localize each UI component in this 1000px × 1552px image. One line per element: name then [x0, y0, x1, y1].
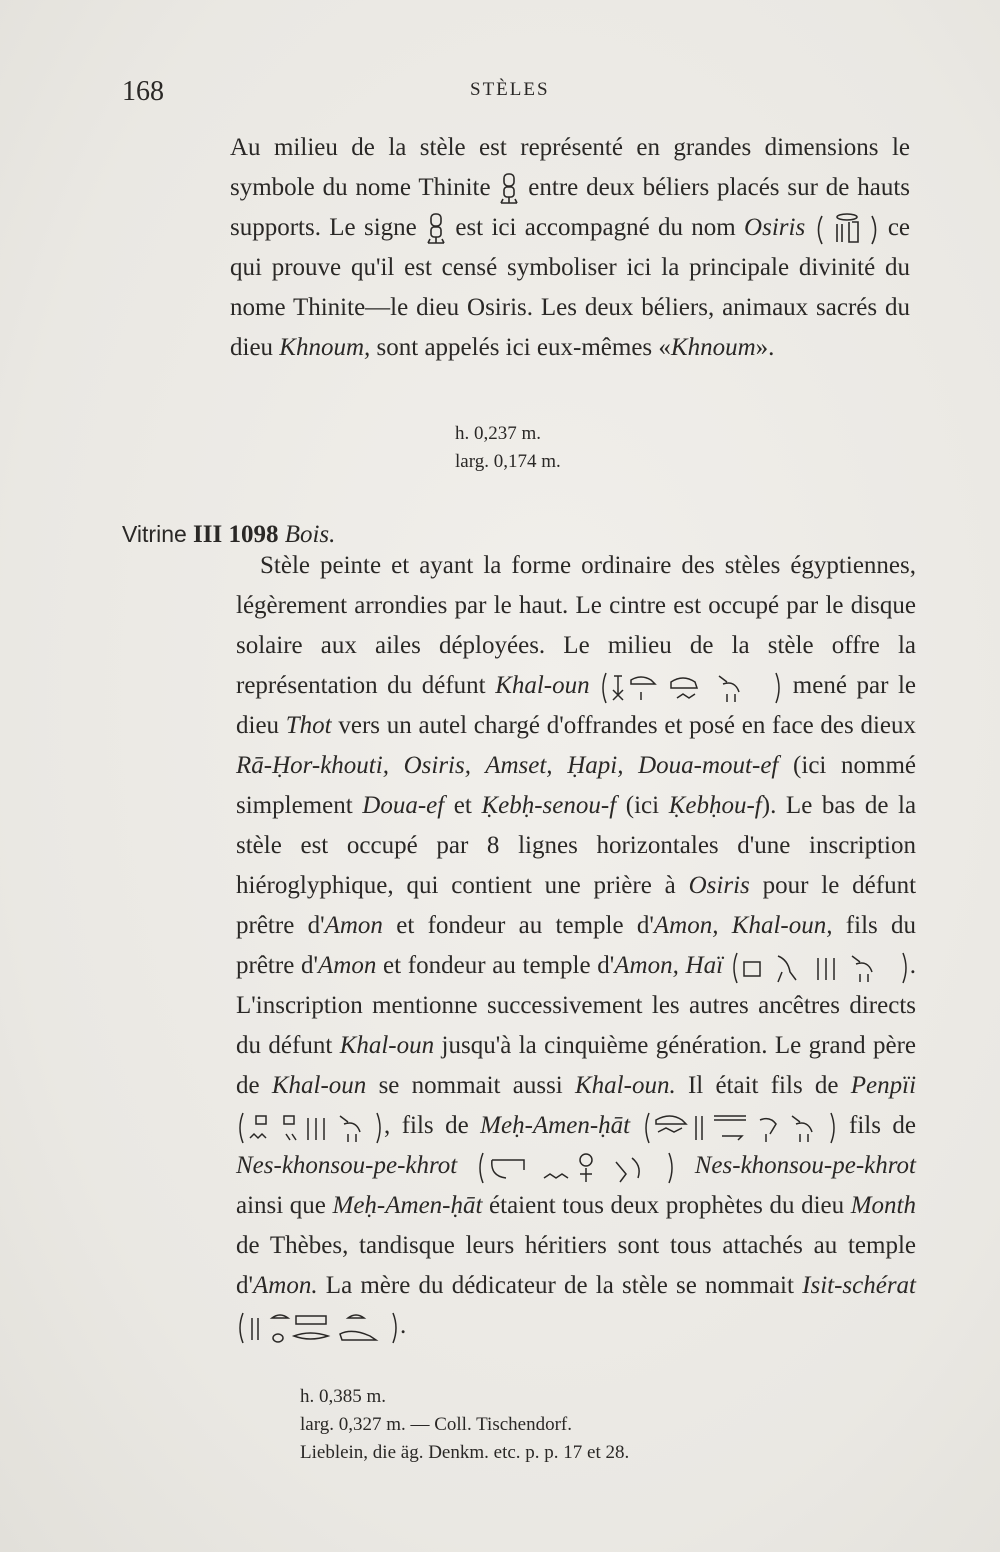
name: Khal-oun.: [575, 1072, 676, 1099]
text: Stèle peinte et ayant la forme ordinaire des stèles égyptiennes, légèrement arrondies par le haut. Le cintre est occupé par le disque solaire aux ailes déployées. Le milieu de la stèle offre la représentation du défunt: [236, 552, 916, 699]
text: entre deux béliers placés sur de hauts supports. Le signe: [230, 174, 911, 241]
text: et fondeur au temple d': [383, 952, 615, 979]
nes-khonsou-cartouche-glyph: [476, 1150, 676, 1184]
text: sont appelés ici eux-mêmes «: [376, 334, 671, 361]
thinite-symbol-glyph: [425, 212, 447, 246]
text: .: [400, 1312, 407, 1339]
name: Month: [850, 1192, 916, 1219]
name: Nes-khonsou-pe-khrot: [694, 1152, 916, 1179]
text: (ici nommé simplement: [236, 752, 917, 819]
text: de Thèbes, tandisque leurs héritiers sont tous attachés au temple d': [236, 1232, 916, 1299]
penpii-cartouche-glyph: [236, 1110, 384, 1144]
name: Thot: [285, 712, 332, 739]
meh-amen-hat-cartouche-glyph: [642, 1110, 838, 1144]
name: Khal-oun: [271, 1072, 367, 1099]
text: ».: [755, 334, 775, 361]
name: Amon: [324, 912, 383, 939]
name: Amon: [318, 952, 377, 979]
text: ainsi que: [236, 1192, 326, 1219]
name: Ḳebḥ-senou-f: [481, 792, 617, 819]
running-header: [0, 76, 1000, 106]
thinite-symbol-glyph: [498, 172, 520, 206]
text: ce qui prouve qu'il est censé symboliser ici la principale divinité du nome Thinite—le dieu Osiris. Les deux béliers, animaux sacrés du dieu: [230, 214, 911, 361]
text: ). Le bas de la stèle est occupé par 8 lignes horizontales d'une inscription hiéroglyphique, qui contient une prière à: [236, 792, 917, 899]
name: Isit-schérat: [802, 1272, 917, 1299]
height-measure: h. 0,237 m.: [455, 423, 542, 444]
measurements-1: [455, 420, 561, 476]
name: Khal-oun: [339, 1032, 435, 1059]
name: Osiris: [688, 872, 750, 899]
running-title: STÈLES: [470, 79, 550, 100]
name: Khal-oun: [495, 672, 590, 699]
text: et fondeur au temple d': [396, 912, 654, 939]
name: Haï: [685, 952, 724, 979]
name: Nes-khonsou-pe-khrot: [236, 1152, 458, 1179]
name-osiris: Osiris: [744, 214, 806, 241]
catalogue-number: 1098: [228, 521, 279, 548]
text: fils du prêtre d': [236, 912, 917, 979]
text: (ici: [625, 792, 660, 819]
name: Meḥ-Amen-ḥāt: [480, 1112, 631, 1139]
text: , fils de: [384, 1112, 469, 1139]
osiris-cartouche-glyph: [814, 212, 880, 246]
text: se nommait aussi: [378, 1072, 563, 1099]
text: Au milieu de la stèle est représenté en grandes dimensions le symbole du nome Thinite: [230, 134, 910, 201]
text: fils de: [849, 1112, 917, 1139]
name: Amon.: [253, 1272, 318, 1299]
page-number: 168: [122, 76, 164, 107]
material: Bois.: [284, 521, 336, 548]
case-number: III: [193, 521, 223, 548]
text: et: [453, 792, 472, 819]
text: pour le défunt prêtre d': [236, 872, 917, 939]
text: vers un autel chargé d'offrandes et posé en face des dieux: [338, 712, 916, 739]
name: Khal-oun,: [731, 912, 833, 939]
bibliographic-reference: Lieblein, die äg. Denkm. etc. p. p. 17 et 28.: [300, 1442, 630, 1463]
text: La mère du dédicateur de la stèle se nommait: [325, 1272, 794, 1299]
text: . L'inscription mentionne successivement les autres ancêtres directs du défunt: [236, 952, 916, 1059]
text: Il était fils de: [687, 1072, 839, 1099]
text: mené par le dieu: [236, 672, 917, 739]
case-label: Vitrine: [122, 521, 187, 547]
height-measure: h. 0,385 m.: [300, 1386, 387, 1407]
name: Amon,: [614, 952, 679, 979]
isit-scherat-cartouche-glyph: [236, 1310, 400, 1344]
text: jusqu'à la cinquième génération. Le grand père de: [236, 1032, 916, 1099]
hai-cartouche-glyph: [730, 950, 910, 984]
measurements-2: [300, 1383, 629, 1467]
name: Penpïi: [850, 1072, 917, 1099]
name: Doua-ef: [362, 792, 445, 819]
name: Meḥ-Amen-ḥāt: [332, 1192, 483, 1219]
name: Ḳebḥou-f: [668, 792, 762, 819]
width-measure: larg. 0,174 m.: [455, 451, 561, 472]
name-khnoum: Khnoum: [670, 334, 756, 361]
khal-oun-cartouche-glyph: [599, 670, 783, 704]
name-khnoum: Khnoum,: [279, 334, 371, 361]
paragraph-stele-description: [236, 546, 916, 1346]
text: est ici accompagné du nom: [455, 214, 736, 241]
text: étaient tous deux prophètes du dieu: [489, 1192, 845, 1219]
paragraph-thinite-symbol: [230, 128, 910, 368]
name: Rā-Ḥor-khouti, Osiris, Amset, Ḥapi, Doua-mout-ef: [236, 752, 779, 779]
name: Amon,: [653, 912, 719, 939]
width-measure: larg. 0,327 m. — Coll. Tischendorf.: [300, 1414, 572, 1435]
